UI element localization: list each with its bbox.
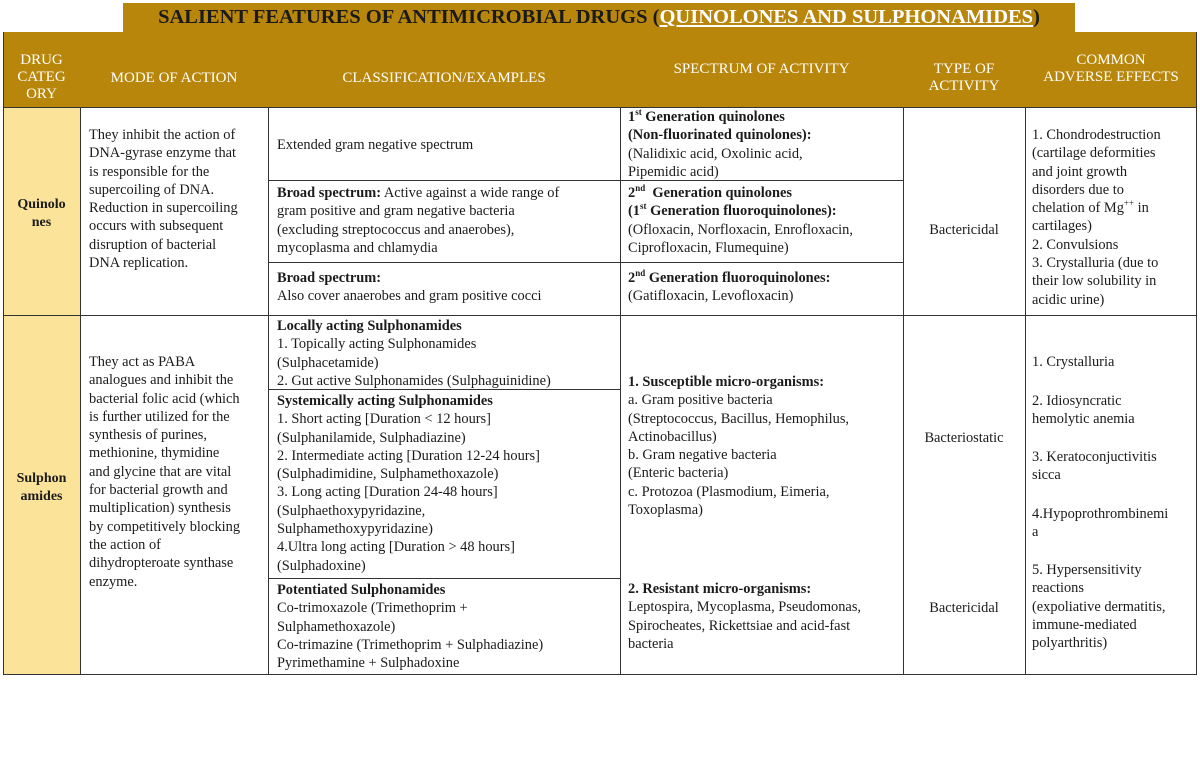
quinolones-gen1: 1st Generation quinolones (Non-fluorinated quinolones): (Nalidixic acid, Oxolinic acid, Pipemidic acid) <box>628 107 812 180</box>
sulphonamides-local: Locally acting Sulphonamides 1. Topically acting Sulphonamides (Sulphacetamide) 2. Gut active Sulphonamides (Sulphaguinidine) <box>277 318 551 389</box>
cell-divider <box>268 578 620 579</box>
sulphonamides-adverse-2: 2. Idiosyncratic hemolytic anemia <box>1032 393 1135 428</box>
quinolones-mode-of-action: They inhibit the action of DNA-gyrase enzyme that is responsible for the supercoiling of DNA. Reduction in supercoiling occurs with subsequent disruption of bacterial DNA replication. <box>89 127 238 272</box>
category-sulphonamides: Sulphon amides <box>16 471 67 504</box>
sulphonamides-potentiated: Potentiated Sulphonamides Co-trimoxazole (Trimethoprim + Sulphamethoxazole) Co-trimazine (Trimethoprim + Sulphadiazine) Pyrimethamine + Sulphadoxine <box>277 582 544 672</box>
quinolones-gen2: 2nd Generation quinolones (1st Generation fluoroquinolones): (Ofloxacin, Norfloxacin, Enrofloxacin, Ciprofloxacin, Flumequine) <box>628 183 853 256</box>
header-adverse: COMMON ADVERSE EFFECTS <box>1043 52 1179 85</box>
cell-divider <box>268 180 620 181</box>
column-divider <box>1025 107 1026 674</box>
cell-divider <box>268 262 903 263</box>
header-mode-of-action: MODE OF ACTION <box>110 70 238 86</box>
header-category: DRUG CATEG ORY <box>17 52 66 102</box>
page-title: SALIENT FEATURES OF ANTIMICROBIAL DRUGS (QUINOLONES AND SULPHONAMIDES) <box>158 6 1040 28</box>
header-spectrum: SPECTRUM OF ACTIVITY <box>673 61 850 77</box>
sulphonamides-adverse-5: 5. Hypersensitivity reactions (expoliative dermatitis, immune-mediated polyarthritis) <box>1032 562 1166 652</box>
column-divider <box>3 32 4 675</box>
sulphonamides-adverse-1: 1. Crystalluria <box>1032 354 1115 370</box>
row-divider <box>3 107 1197 108</box>
column-divider <box>1196 32 1197 675</box>
header-type: TYPE OF ACTIVITY <box>928 61 1000 94</box>
quinolones-class-extended: Extended gram negative spectrum <box>277 137 474 153</box>
quinolones-class-broad-2: Broad spectrum: Also cover anaerobes and gram positive cocci <box>277 270 542 305</box>
quinolones-type: Bactericidal <box>929 222 999 238</box>
row-divider <box>3 315 1197 316</box>
sulphonamides-type-bacteriostatic: Bacteriostatic <box>924 430 1004 446</box>
sulphonamides-mode-of-action: They act as PABA analogues and inhibit the bacterial folic acid (which is further utilized for the synthesis of purines, methionine, thymidine and glycine that are vital for bacterial growth and multiplication) synthesis by competitively blocking the action of dihydropteroate synthase enzyme. <box>89 354 241 590</box>
column-divider <box>620 107 621 674</box>
sulphonamides-resistant: 2. Resistant micro-organisms: Leptospira, Mycoplasma, Pseudomonas, Spirocheates, Rickettsiae and acid-fast bacteria <box>628 581 862 652</box>
sulphonamides-type-bactericidal: Bactericidal <box>929 600 999 616</box>
column-divider <box>80 107 81 674</box>
sulphonamides-adverse-4: 4.Hypoprothrombinemi a <box>1032 506 1169 541</box>
sulphonamides-systemic: Systemically acting Sulphonamides 1. Short acting [Duration < 12 hours] (Sulphanilamide, Sulphadiazine) 2. Intermediate acting [Duration 12-24 hours] (Sulphadimidine, Sulphamethoxazole) 3. Long acting [Duration 24-48 hours] (Sulphaethoxypyridazine, Sulphamethoxypyridazine) 4.Ultra long acting [Duration > 48 hours] (Sulphadoxine) <box>277 393 540 574</box>
sulphonamides-adverse-3: 3. Keratoconjuctivitis sicca <box>1032 449 1157 484</box>
table-bottom-border <box>3 674 1197 675</box>
header-classification: CLASSIFICATION/EXAMPLES <box>342 70 546 86</box>
sulphonamides-susceptible: 1. Susceptible micro-organisms: a. Gram positive bacteria (Streptococcus, Bacillus, Hemophilus, Actinobacillus) b. Gram negative bacteria (Enteric bacteria) c. Protozoa (Plasmodium, Eimeria, Toxoplasma) <box>628 374 850 519</box>
column-divider <box>903 107 904 674</box>
category-quinolones: Quinolo nes <box>17 197 66 230</box>
quinolones-class-broad-1: Broad spectrum: Active against a wide range of gram positive and gram negative bacteria (excluding streptococcus and anaerobes), mycoplasma and chlamydia <box>277 185 560 256</box>
quinolones-gen3: 2nd Generation fluoroquinolones: (Gatifloxacin, Levofloxacin) <box>628 268 831 305</box>
quinolones-adverse: 1. Chondrodestruction (cartilage deformities and joint growth disorders due to chelation of Mg++ in cartilages) 2. Convulsions 3. Crystalluria (due to their low solubility in acidic urine) <box>1032 127 1161 308</box>
column-divider <box>268 107 269 674</box>
